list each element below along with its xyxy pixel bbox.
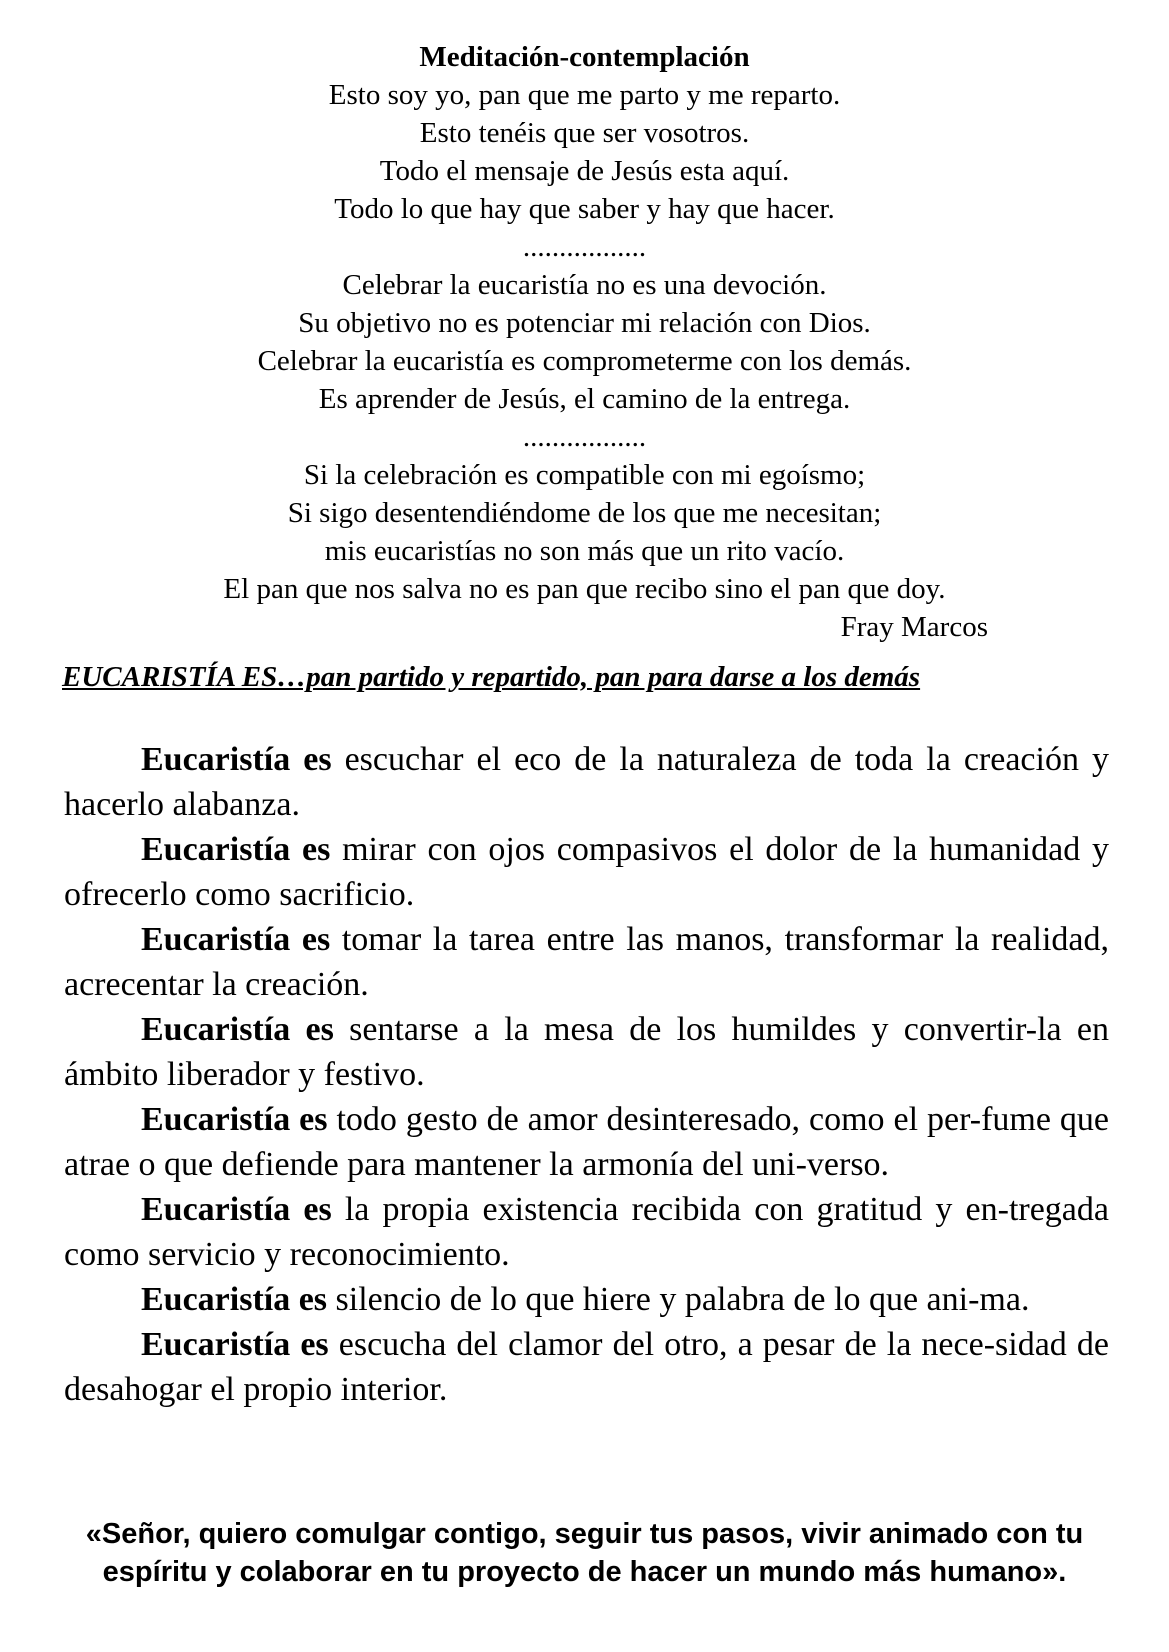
meditation-line: El pan que nos salva no es pan que recibo sino el pan que doy. [223,573,946,605]
meditation-line: Esto soy yo, pan que me parto y me reparto. [328,79,841,111]
meditation-line: Todo el mensaje de Jesús esta aquí. [379,155,790,187]
list-item [64,1097,1109,1187]
item-lead: Eucaristía es [141,831,331,868]
list-item [64,1007,1109,1097]
list-item [64,737,1109,827]
list-item [64,827,1109,917]
item-lead: Eucaristía es [141,1101,328,1138]
item-text: escucha del clamor del otro, a pesar de la nece-sidad de desahogar el propio interior. [64,1326,1109,1408]
section-heading: EUCARISTÍA ES…pan partido y repartido, pan para darse a los demás [62,661,921,693]
item-text: sentarse a la mesa de los humildes y convertir-la en ámbito liberador y festivo. [64,1011,1109,1093]
closing-prayer: «Señor, quiero comulgar contigo, seguir tus pasos, vivir animado con tu espíritu y colaborar en tu proyecto de hacer un mundo más humano». [85,1518,1084,1588]
meditation-line: Su objetivo no es potenciar mi relación con Dios. [298,307,871,339]
item-text: la propia existencia recibida con gratitud y en-tregada como servicio y reconocimiento. [64,1191,1109,1273]
meditation-section [0,38,1169,646]
meditation-line: Si sigo desentendiéndome de los que me necesitan; [287,497,882,529]
list-item [64,1277,1109,1322]
list-item [64,1187,1109,1277]
item-lead: Eucaristía es [141,1011,334,1048]
meditation-line: mis eucaristías no son más que un rito vacío. [324,535,845,567]
meditation-line: Esto tenéis que ser vosotros. [419,117,750,149]
meditation-line: Celebrar la eucaristía no es una devoción. [342,269,827,301]
item-text: mirar con ojos compasivos el dolor de la humanidad y ofrecerlo como sacrificio. [64,831,1109,913]
meditation-line: Todo lo que hay que saber y hay que hacer. [334,193,835,225]
meditation-title: Meditación-contemplación [419,41,750,73]
item-text: tomar la tarea entre las manos, transformar la realidad, acrecentar la creación. [64,921,1109,1003]
item-text: silencio de lo que hiere y palabra de lo que ani-ma. [327,1281,1030,1318]
eucharist-list [64,737,1109,1412]
item-lead: Eucaristía es [141,1191,332,1228]
dotted-separator: ................. [522,231,647,263]
author-signature: Fray Marcos [840,611,988,643]
item-lead: Eucaristía es [141,741,332,778]
meditation-line: Es aprender de Jesús, el camino de la entrega. [318,383,851,415]
meditation-line: Celebrar la eucaristía es comprometerme con los demás. [257,345,912,377]
item-text: escuchar el eco de la naturaleza de toda la creación y hacerlo alabanza. [64,741,1109,823]
item-lead: Eucaristía es [141,1281,328,1318]
dotted-separator: ................. [522,421,647,453]
item-lead: Eucaristía es [141,1326,329,1363]
item-lead: Eucaristía es [141,921,331,958]
meditation-line: Si la celebración es compatible con mi egoísmo; [303,459,866,491]
item-text: todo gesto de amor desinteresado, como el per-fume que atrae o que defiende para mantener la armonía del uni-verso. [64,1101,1109,1183]
list-item [64,1322,1109,1412]
list-item [64,917,1109,1007]
